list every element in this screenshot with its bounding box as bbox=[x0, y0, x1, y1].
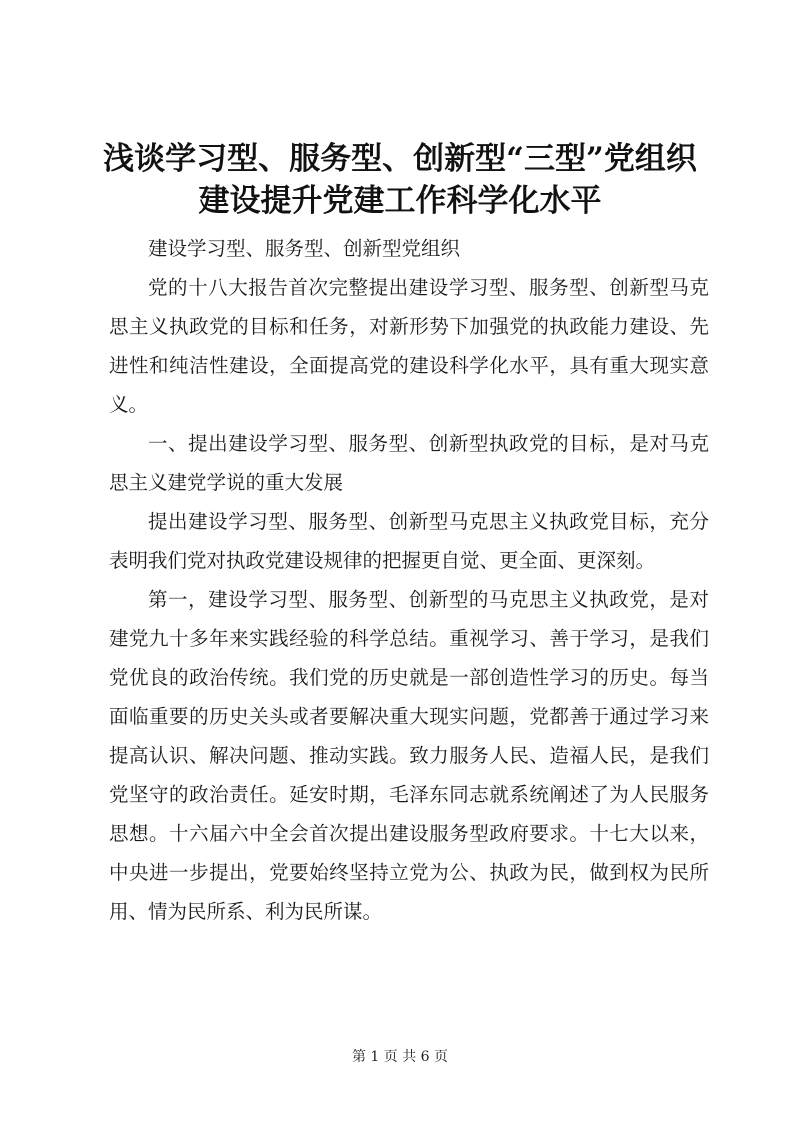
paragraph-first-point: 第一，建设学习型、服务型、创新型的马克思主义执政党，是对建党九十多年来实践经验的科学总结。重视学习、善于学习，是我们党优良的政治传统。我们党的历史就是一部创造性学习的历史。每当面临重要的历史关头或者要解决重大现实问题，党都善于通过学习来提高认识、解决问题、推动实践。致力服务人民、造福人民，是我们党坚守的政治责任。延安时期，毛泽东同志就系统阐述了为人民服务思想。十六届六中全会首次提出建设服务型政府要求。十七大以来，中央进一步提出，党要始终坚持立党为公、执政为民，做到权为民所用、情为民所系、利为民所谋。 bbox=[109, 588, 709, 923]
paragraph-subtitle: 建设学习型、服务型、创新型党组织 bbox=[148, 237, 461, 260]
paragraph-section-heading: 一、提出建设学习型、服务型、创新型执政党的目标，是对马克思主义建党学说的重大发展 bbox=[109, 432, 709, 494]
document-body bbox=[109, 229, 709, 931]
paragraph-intro: 党的十八大报告首次完整提出建设学习型、服务型、创新型马克思主义执政党的目标和任务，对新形势下加强党的执政能力建设、先进性和纯洁性建设，全面提高党的建设科学化水平，具有重大现实意义。 bbox=[109, 276, 709, 416]
title-line-1: 浅谈学习型、服务型、创新型“三型”党组织 bbox=[103, 141, 697, 177]
page-footer: 第 1 页 共 6 页 bbox=[351, 1049, 449, 1065]
title-line-2: 建设提升党建工作科学化水平 bbox=[198, 183, 602, 219]
document-title bbox=[100, 138, 700, 222]
paragraph-summary: 提出建设学习型、服务型、创新型马克思主义执政党目标，充分表明我们党对执政党建设规律的把握更自觉、更全面、更深刻。 bbox=[109, 510, 709, 572]
